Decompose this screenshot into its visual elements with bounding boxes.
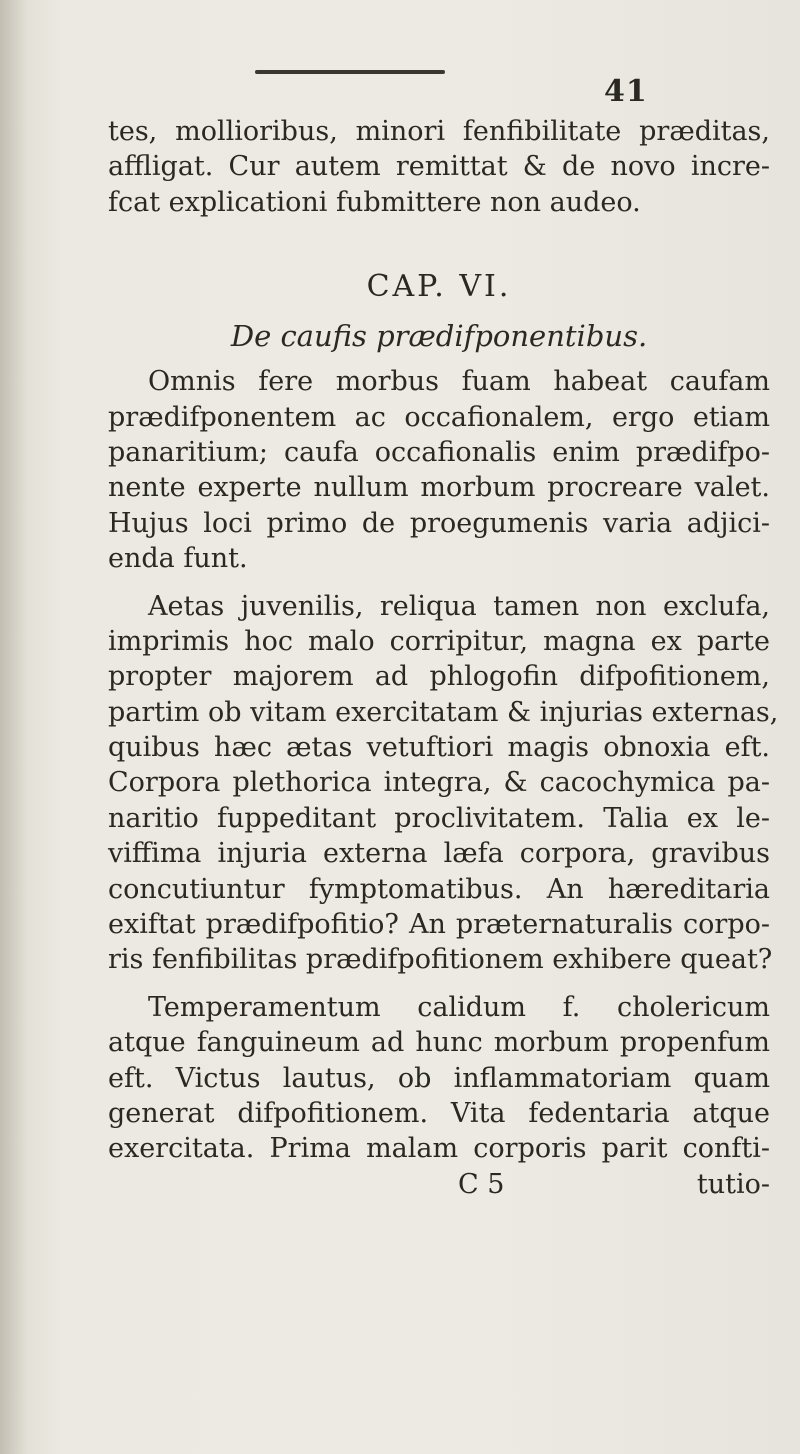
text-line: viffima injuria externa læfa corpora, gravibus bbox=[108, 838, 770, 870]
text-line: Aetas juvenilis, reliqua tamen non exclufa, bbox=[148, 590, 770, 622]
text-line: naritio fuppeditant proclivitatem. Talia ex le- bbox=[108, 802, 770, 834]
text-line: quibus hæc ætas vetuftiori magis obnoxia eft. bbox=[108, 732, 770, 764]
signature-mark: C 5 bbox=[458, 1168, 505, 1200]
text-line: Temperamentum calidum f. cholericum bbox=[148, 991, 770, 1023]
text-line: propter majorem ad phlogofin difpofitionem, bbox=[108, 661, 770, 693]
text-line: atque fanguineum ad hunc morbum propenfum bbox=[108, 1027, 770, 1059]
page-text bbox=[108, 114, 779, 1202]
text-line: exiftat prædifpofitio? An præternaturalis corpo- bbox=[108, 909, 770, 941]
text-line: prædifponentem ac occafionalem, ergo etiam bbox=[108, 401, 770, 433]
chapter-heading: CAP. VI. bbox=[366, 269, 512, 305]
text-line: concutiuntur fymptomatibus. An hæreditaria bbox=[108, 873, 770, 905]
text-line: Corpora plethorica integra, & cacochymica pa- bbox=[108, 767, 770, 799]
text-line: imprimis hoc malo corripitur, magna ex parte bbox=[108, 625, 770, 657]
text-line: partim ob vitam exercitatam & injurias externas, bbox=[108, 696, 779, 728]
paragraph-gap bbox=[108, 978, 770, 990]
text-line: panaritium; caufa occafionalis enim prædifpo- bbox=[108, 436, 770, 468]
footer-line bbox=[108, 1167, 770, 1202]
text-line: generat difpofitionem. Vita fedentaria atque bbox=[108, 1097, 770, 1129]
spine-shadow bbox=[0, 0, 28, 1454]
catchword: tutio- bbox=[696, 1168, 770, 1200]
header-rule bbox=[255, 70, 445, 74]
text-line: affligat. Cur autem remittat & de novo incre- bbox=[108, 151, 770, 183]
text-line: enda funt. bbox=[108, 543, 248, 575]
text-line: tes, mollioribus, minori fenfibilitate præditas, bbox=[108, 116, 770, 147]
paragraph-gap bbox=[108, 577, 770, 589]
text-line: Omnis fere morbus fuam habeat caufam bbox=[148, 366, 770, 398]
text-line: fcat explicationi fubmittere non audeo. bbox=[108, 186, 641, 218]
text-line: exercitata. Prima malam corporis parit confti- bbox=[108, 1133, 770, 1165]
text-line: ris fenfibilitas prædifpofitionem exhibere queat? bbox=[108, 944, 773, 976]
text-line: eft. Victus lautus, ob inflammatoriam quam bbox=[108, 1062, 770, 1094]
text-line: nente experte nullum morbum procreare valet. bbox=[108, 472, 770, 504]
page-number: 41 bbox=[604, 74, 648, 109]
section-title: De caufis prædifponentibus. bbox=[230, 319, 648, 354]
text-line: Hujus loci primo de proegumenis varia adjici- bbox=[108, 507, 770, 539]
